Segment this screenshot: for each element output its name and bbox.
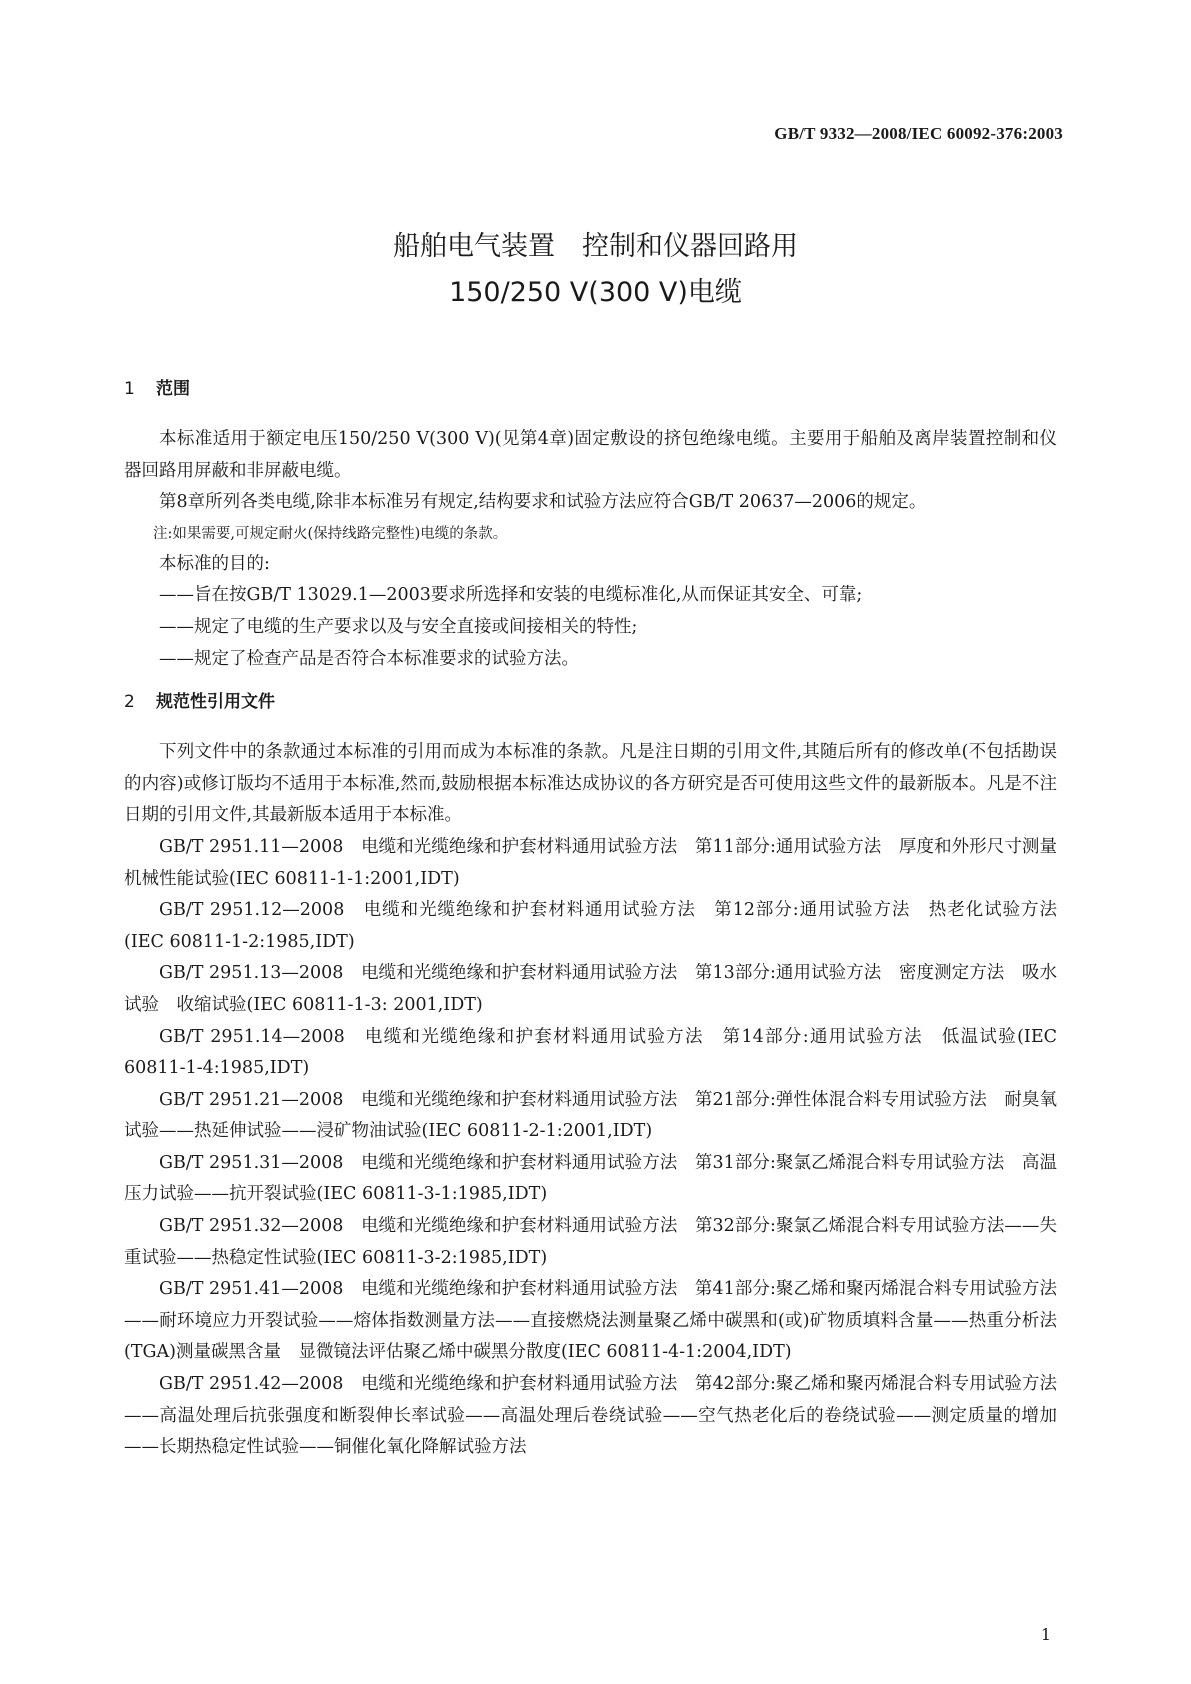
document-body <box>124 374 1075 1464</box>
section-number: 1 <box>124 379 135 399</box>
reference-item: GB/T 2951.13—2008 电缆和光缆绝缘和护套材料通用试验方法 第13部分:通用试验方法 密度测定方法 吸水试验 收缩试验(IEC 60811-1-3: 2001,IDT) <box>124 963 1057 1015</box>
title-line-2: 150/250 V(300 V)电缆 <box>449 277 742 308</box>
section-title: 范围 <box>156 379 190 399</box>
list-item: ——规定了电缆的生产要求以及与安全直接或间接相关的特性; <box>159 616 638 637</box>
reference-item: GB/T 2951.31—2008 电缆和光缆绝缘和护套材料通用试验方法 第31部分:聚氯乙烯混合料专用试验方法 高温压力试验——抗开裂试验(IEC 60811-3-1:1985,IDT) <box>124 1152 1057 1205</box>
reference-item: GB/T 2951.41—2008 电缆和光缆绝缘和护套材料通用试验方法 第41部分:聚乙烯和聚丙烯混合料专用试验方法——耐环境应力开裂试验——熔体指数测量方法——直接燃烧法测量聚乙烯中碳黑和(或)矿物质填料含量——热重分析法(TGA)测量碳黑含量 显微镜法评估聚乙烯中碳黑分散度(IEC 60811-4-1:2004,IDT) <box>124 1279 1057 1363</box>
list-item: ——旨在按GB/T 13029.1—2003要求所选择和安装的电缆标准化,从而保证其安全、可靠; <box>159 585 863 606</box>
paragraph: 第8章所列各类电缆,除非本标准另有规定,结构要求和试验方法应符合GB/T 20637—2006的规定。 <box>159 492 927 513</box>
reference-item: GB/T 2951.14—2008 电缆和光缆绝缘和护套材料通用试验方法 第14部分:通用试验方法 低温试验(IEC 60811-1-4:1985,IDT) <box>124 1026 1057 1079</box>
section-1-heading <box>124 374 1057 404</box>
reference-item: GB/T 2951.32—2008 电缆和光缆绝缘和护套材料通用试验方法 第32部分:聚氯乙烯混合料专用试验方法——失重试验——热稳定性试验(IEC 60811-3-2:1985,IDT) <box>124 1216 1057 1268</box>
section-title: 规范性引用文件 <box>156 692 275 713</box>
reference-item: GB/T 2951.21—2008 电缆和光缆绝缘和护套材料通用试验方法 第21部分:弹性体混合料专用试验方法 耐臭氧试验——热延伸试验——浸矿物油试验(IEC 60811-2-1:2001,IDT) <box>124 1089 1057 1142</box>
section-2-heading <box>124 687 1057 717</box>
reference-item: GB/T 2951.12—2008 电缆和光缆绝缘和护套材料通用试验方法 第12部分:通用试验方法 热老化试验方法(IEC 60811-1-2:1985,IDT) <box>124 900 1057 952</box>
title-line-1: 船舶电气装置 控制和仪器回路用 <box>393 231 798 262</box>
note: 注:如果需要,可规定耐火(保持线路完整性)电缆的条款。 <box>153 525 508 542</box>
reference-item: GB/T 2951.11—2008 电缆和光缆绝缘和护套材料通用试验方法 第11部分:通用试验方法 厚度和外形尺寸测量 机械性能试验(IEC 60811-1-1:2001,IDT) <box>124 836 1075 889</box>
standard-code: GB/T 9332—2008/IEC 60092-376:2003 <box>774 124 1063 143</box>
document-title <box>0 224 1191 316</box>
reference-item: GB/T 2951.42—2008 电缆和光缆绝缘和护套材料通用试验方法 第42部分:聚乙烯和聚丙烯混合料专用试验方法——高温处理后抗张强度和断裂伸长率试验——高温处理后卷绕试验——空气热老化后的卷绕试验——测定质量的增加——长期热稳定性试验——铜催化氧化降解试验方法 <box>124 1374 1057 1458</box>
section-number: 2 <box>124 692 135 713</box>
page-number: 1 <box>1040 1625 1051 1644</box>
paragraph: 下列文件中的条款通过本标准的引用而成为本标准的条款。凡是注日期的引用文件,其随后所有的修改单(不包括勘误的内容)或修订版均不适用于本标准,然而,鼓励根据本标准达成协议的各方研究是否可使用这些文件的最新版本。凡是不注日期的引用文件,其最新版本适用于本标准。 <box>124 742 1057 826</box>
paragraph: 本标准适用于额定电压150/250 V(300 V)(见第4章)固定敷设的挤包绝缘电缆。主要用于船舶及离岸装置控制和仪器回路用屏蔽和非屏蔽电缆。 <box>124 429 1057 481</box>
paragraph: 本标准的目的: <box>159 553 270 574</box>
list-item: ——规定了检查产品是否符合本标准要求的试验方法。 <box>159 648 579 669</box>
